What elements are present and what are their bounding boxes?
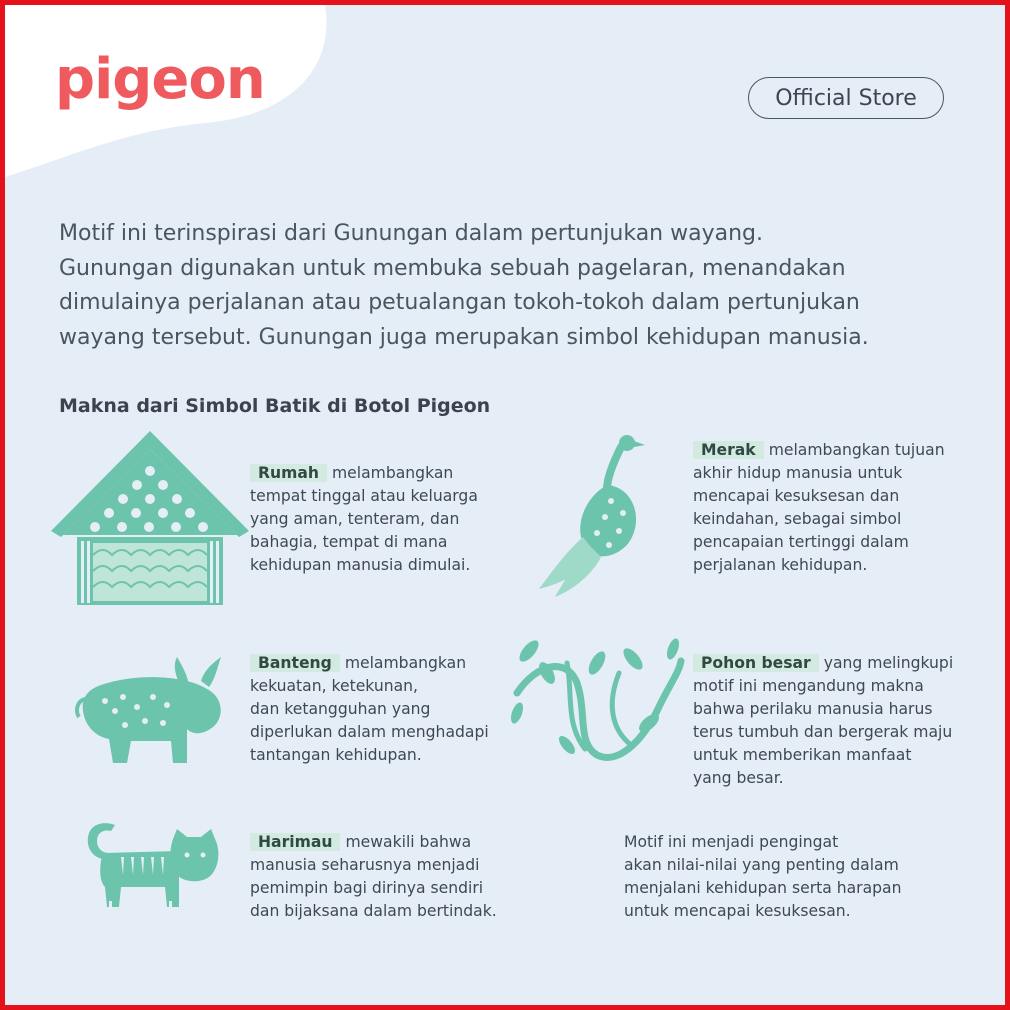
tiger-icon [81,817,221,917]
merak-description: Merak melambangkan tujuan akhir hidup manusia untuk mencapai kesuksesan dan keindahan, sebagai simbol pencapaian tertinggi dalam perjalanan kehidupan. [693,441,945,574]
intro-line: dimulainya perjalanan atau petualangan tokoh-tokoh dalam pertunjukan [59,290,860,315]
intro-line: wayang tersebut. Gunungan juga merupakan simbol kehidupan manusia. [59,324,869,350]
peacock-icon [535,433,655,599]
harimau-description: Harimau mewakili bahwa manusia seharusnya menjadi pemimpin bagi dirinya sendiri dan bijaksana dalam bertindak. [250,833,497,920]
banteng-description: Banteng melambangkan kekuatan, ketekunan, dan ketangguhan yang diperlukan dalam menghadapi tantangan kehidupan. [250,654,489,764]
intro-line: Gunungan digunakan untuk membuka sebuah pagelaran, menandakan [59,255,846,281]
pohon-description: Pohon besar yang melingkupi motif ini mengandung makna bahwa perilaku manusia harus terus tumbuh dan bergerak maju untuk memberikan manfaat yang besar. [693,654,954,787]
rumah-description: Rumah melambangkan tempat tinggal atau keluarga yang aman, tenteram, dan bahagia, tempat di mana kehidupan manusia dimulai. [250,464,478,574]
rumah-term: Rumah [250,464,327,482]
pigeon-logo: pigeon [55,47,265,112]
intro-paragraph [59,217,959,355]
closing-paragraph: Motif ini menjadi pengingat akan nilai-nilai yang penting dalam menjalani kehidupan serta harapan untuk mencapai kesuksesan. [624,833,902,920]
bull-icon [75,655,227,775]
harimau-term: Harimau [250,833,340,851]
banteng-term: Banteng [250,654,340,672]
pohon-term: Pohon besar [693,654,819,672]
tree-branch-icon [507,633,687,767]
official-store-badge[interactable]: Official Store [748,77,944,119]
section-title: Makna dari Simbol Batik di Botol Pigeon [59,395,491,417]
merak-term: Merak [693,441,764,459]
intro-line: Motif ini terinspirasi dari Gunungan dalam pertunjukan wayang. [59,221,763,246]
house-icon [49,429,251,609]
